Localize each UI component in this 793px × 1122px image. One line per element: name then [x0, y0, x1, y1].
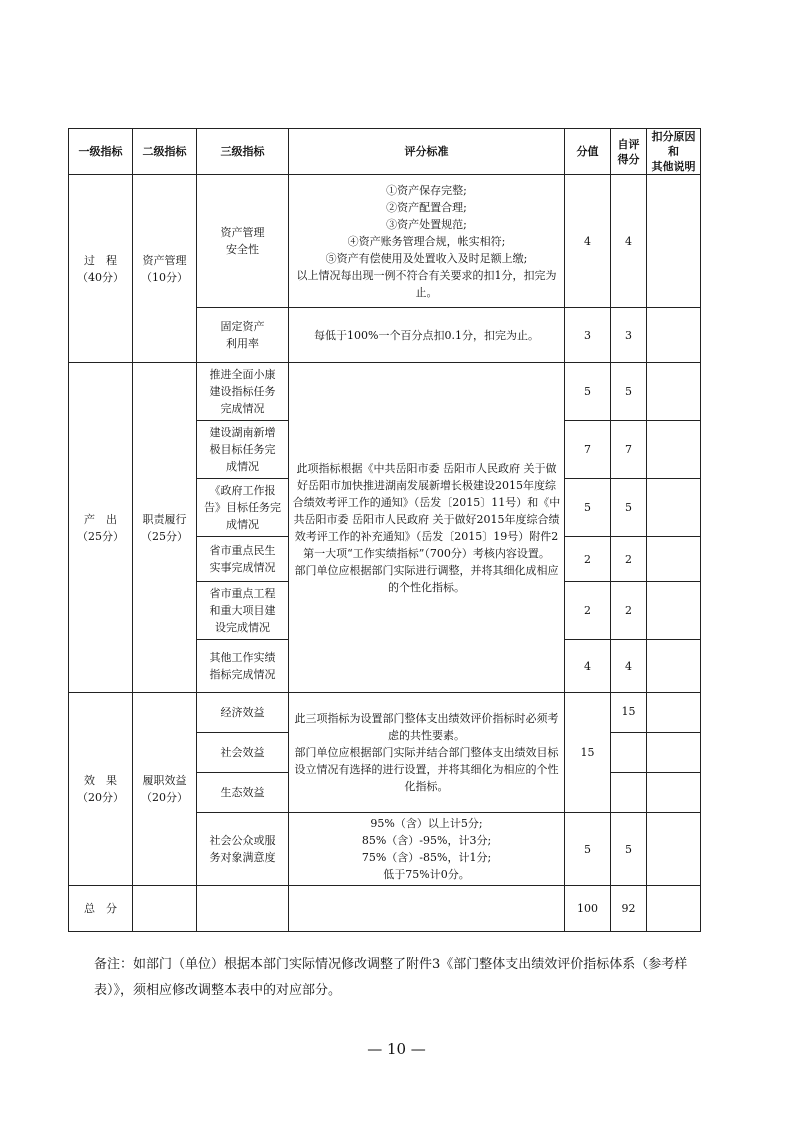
score-cell: 5 — [565, 813, 611, 886]
criteria-cell: 此三项指标为设置部门整体支出绩效评价指标时必须考虑的共性要素。 部门单位应根据部门实际并结合部门整体支出绩效目标设立情况有选择的进行设置，并将其细化为相应的个性化指标。 — [289, 693, 565, 813]
evaluation-table — [68, 128, 701, 932]
self-score-cell — [611, 773, 647, 813]
level3-cell: 《政府工作报 告》目标任务完 成情况 — [197, 479, 289, 537]
deduction-cell — [647, 363, 701, 421]
header-deduction: 扣分原因和 其他说明 — [647, 129, 701, 175]
header-score: 分值 — [565, 129, 611, 175]
total-row — [69, 886, 701, 932]
self-score-cell: 2 — [611, 582, 647, 640]
criteria-cell: 此项指标根据《中共岳阳市委 岳阳市人民政府 关于做好岳阳市加快推进湖南发展新增长极建设2015年度综合绩效考评工作的通知》（岳发〔2015〕11号）和《中共岳阳市委 岳阳市人民政府 关于做好2015年度综合绩效考评工作的补充通知》（岳发〔2015〕19号）附件2第一大项“工作实绩指标”（700分）考核内容设置。 部门单位应根据部门实际进行调整，并将其细化成相应的个性化指标。 — [289, 363, 565, 693]
level3-cell: 省市重点民生 实事完成情况 — [197, 537, 289, 582]
header-level3: 三级指标 — [197, 129, 289, 175]
level3-cell: 经济效益 — [197, 693, 289, 733]
self-score-cell: 5 — [611, 479, 647, 537]
level2-cell: 职责履行 （25分） — [133, 363, 197, 693]
self-score-cell: 2 — [611, 537, 647, 582]
level2-cell: 履职效益 （20分） — [133, 693, 197, 886]
header-level2: 二级指标 — [133, 129, 197, 175]
self-score-cell: 4 — [611, 175, 647, 308]
total-label: 总 分 — [69, 886, 133, 932]
header-criteria: 评分标准 — [289, 129, 565, 175]
score-cell: 2 — [565, 537, 611, 582]
total-self-score: 92 — [611, 886, 647, 932]
criteria-cell: ①资产保存完整; ②资产配置合理; ③资产处置规范; ④资产账务管理合规，帐实相符; ⑤资产有偿使用及处置收入及时足额上缴; 以上情况每出现一例不符合有关要求的扣1分，扣完为止。 — [289, 175, 565, 308]
total-score: 100 — [565, 886, 611, 932]
level3-cell: 其他工作实绩 指标完成情况 — [197, 640, 289, 693]
level3-cell: 资产管理 安全性 — [197, 175, 289, 308]
total-empty-cell — [197, 886, 289, 932]
level3-cell: 生态效益 — [197, 773, 289, 813]
header-self-score: 自评 得分 — [611, 129, 647, 175]
self-score-cell: 7 — [611, 421, 647, 479]
header-level1: 一级指标 — [69, 129, 133, 175]
level3-cell: 社会公众或服 务对象满意度 — [197, 813, 289, 886]
level1-cell: 效 果 （20分） — [69, 693, 133, 886]
total-empty-cell — [133, 886, 197, 932]
score-cell: 4 — [565, 175, 611, 308]
total-empty-cell — [289, 886, 565, 932]
criteria-cell: 每低于100%一个百分点扣0.1分，扣完为止。 — [289, 308, 565, 363]
footnote-text: 备注：如部门（单位）根据本部门实际情况修改调整了附件3《部门整体支出绩效评价指标体系（参考样表）》，须相应修改调整本表中的对应部分。 — [94, 957, 688, 998]
score-cell: 2 — [565, 582, 611, 640]
deduction-cell — [647, 582, 701, 640]
self-score-cell: 4 — [611, 640, 647, 693]
deduction-cell — [647, 537, 701, 582]
footnote — [94, 952, 714, 1004]
self-score-cell: 5 — [611, 363, 647, 421]
score-cell: 4 — [565, 640, 611, 693]
self-score-cell — [611, 733, 647, 773]
deduction-cell — [647, 479, 701, 537]
total-empty-cell — [647, 886, 701, 932]
deduction-cell — [647, 773, 701, 813]
score-cell: 15 — [565, 693, 611, 813]
deduction-cell — [647, 693, 701, 733]
level3-cell: 推进全面小康 建设指标任务 完成情况 — [197, 363, 289, 421]
score-cell: 5 — [565, 479, 611, 537]
level1-cell: 过 程 （40分） — [69, 175, 133, 363]
self-score-cell: 5 — [611, 813, 647, 886]
level3-cell: 建设湖南新增 极目标任务完 成情况 — [197, 421, 289, 479]
level3-cell: 省市重点工程 和重大项目建 设完成情况 — [197, 582, 289, 640]
score-cell: 5 — [565, 363, 611, 421]
self-score-cell: 15 — [611, 693, 647, 733]
level1-cell: 产 出 （25分） — [69, 363, 133, 693]
table-row — [69, 693, 701, 733]
level3-cell: 社会效益 — [197, 733, 289, 773]
level3-cell: 固定资产 利用率 — [197, 308, 289, 363]
deduction-cell — [647, 813, 701, 886]
table-row — [69, 175, 701, 308]
level2-cell: 资产管理 （10分） — [133, 175, 197, 363]
score-cell: 7 — [565, 421, 611, 479]
deduction-cell — [647, 640, 701, 693]
deduction-cell — [647, 421, 701, 479]
score-cell: 3 — [565, 308, 611, 363]
self-score-cell: 3 — [611, 308, 647, 363]
deduction-cell — [647, 308, 701, 363]
deduction-cell — [647, 175, 701, 308]
header-row — [69, 129, 701, 175]
page-number: — 10 — — [367, 1040, 426, 1058]
deduction-cell — [647, 733, 701, 773]
criteria-cell: 95%（含）以上计5分; 85%（含）-95%，计3分; 75%（含）-85%，计1分; 低于75%计0分。 — [289, 813, 565, 886]
table-row — [69, 363, 701, 421]
